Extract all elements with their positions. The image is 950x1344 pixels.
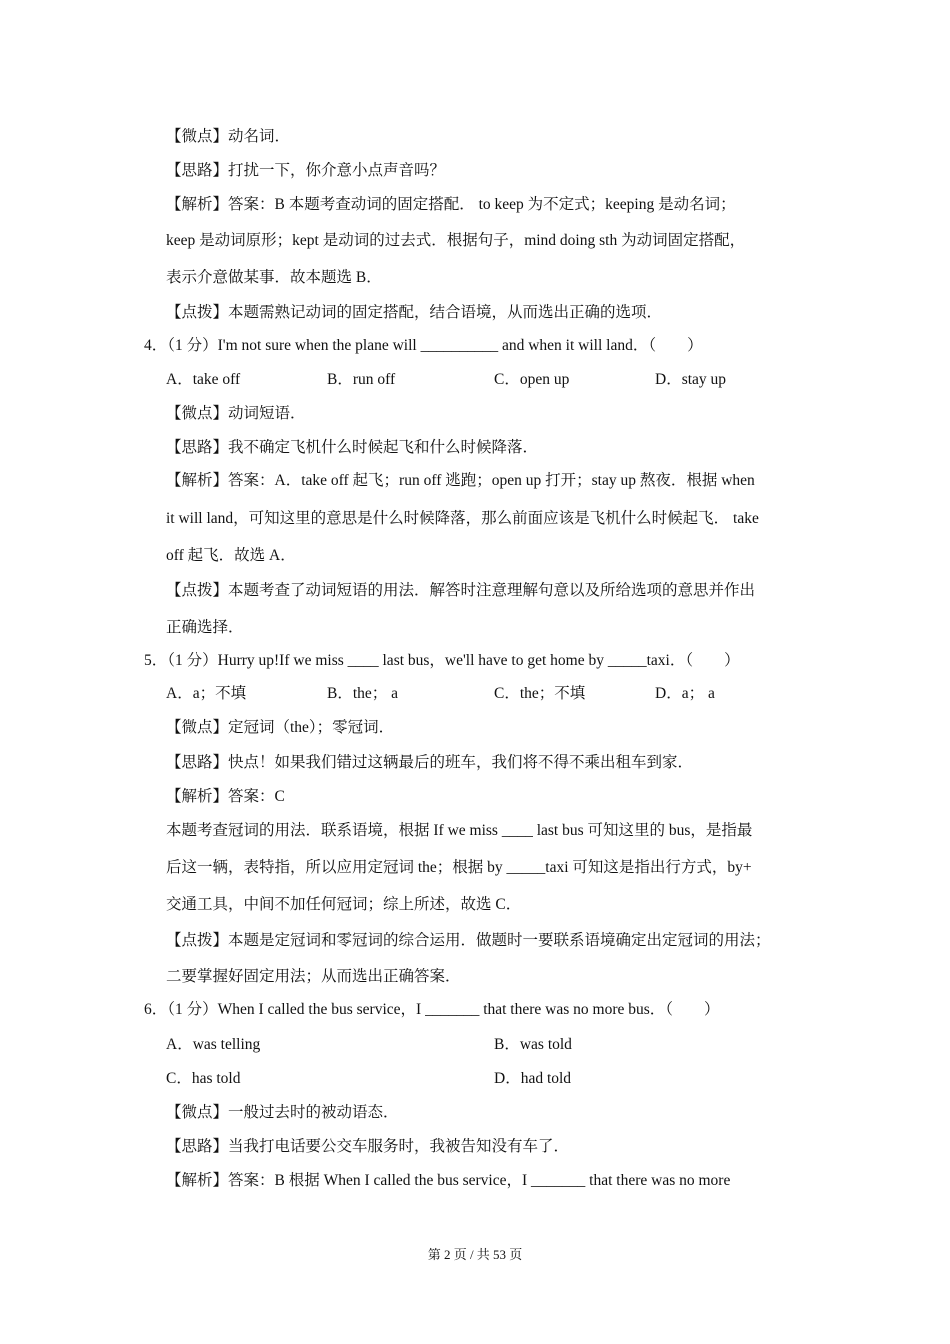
text-line: 【点拨】本题是定冠词和零冠词的综合运用．做题时一要联系语境确定出定冠词的用法； <box>166 932 771 949</box>
text-line: off 起飞．故选 A． <box>166 547 296 564</box>
text-line: 【点拨】本题需熟记动词的固定搭配，结合语境，从而选出正确的选项． <box>166 304 663 321</box>
answer-option: A．was telling <box>166 1036 261 1053</box>
answer-option: D．a； a <box>655 685 715 702</box>
answer-option: B．run off <box>327 371 396 388</box>
page-footer: 第 2 页 / 共 53 页 <box>427 1247 523 1262</box>
text-line: 【微点】定冠词（the）；零冠词． <box>166 719 395 736</box>
text-line: 【思路】当我打电话要公交车服务时，我被告知没有车了． <box>166 1138 570 1155</box>
answer-option: C．the；不填 <box>494 685 586 702</box>
text-line: 【思路】打扰一下，你介意小点声音吗？ <box>166 162 446 179</box>
answer-option: B．was told <box>494 1036 572 1053</box>
text-line: 【思路】我不确定飞机什么时候起飞和什么时候降落． <box>166 439 539 456</box>
answer-option: A．a；不填 <box>166 685 247 702</box>
text-line: 表示介意做某事．故本题选 B． <box>166 269 382 286</box>
text-line: 【解析】答案：C <box>166 788 285 805</box>
question-stem: 6．（1 分）When I called the bus service，I _______ that there was no more bus．（ ） <box>144 1001 720 1018</box>
text-line: 【点拨】本题考查了动词短语的用法．解答时注意理解句意以及所给选项的意思并作出 <box>166 582 756 599</box>
answer-option: D．had told <box>494 1070 572 1087</box>
text-line: 【思路】快点！如果我们错过这辆最后的班车，我们将不得不乘出租车到家． <box>166 754 694 771</box>
answer-option: B．the； a <box>327 685 399 702</box>
question-stem: 5．（1 分）Hurry up!If we miss ____ last bus，we'll have to get home by _____taxi．（ ） <box>144 652 740 669</box>
text-line: it will land，可知这里的意思是什么时候降落，那么前面应该是飞机什么时候起飞． take <box>166 510 759 527</box>
text-line: 【微点】动词短语． <box>166 405 306 422</box>
text-line: 二要掌握好固定用法；从而选出正确答案． <box>166 968 461 985</box>
text-line: 交通工具，中间不加任何冠词；综上所述，故选 C． <box>166 896 522 913</box>
answer-option: C．open up <box>494 371 570 388</box>
text-line: 【解析】答案：B 本题考查动词的固定搭配． to keep 为不定式；keeping 是动名词； <box>166 196 736 213</box>
text-line: 【解析】答案：B 根据 When I called the bus service，I _______ that there was no more <box>166 1172 731 1189</box>
text-line: 【微点】一般过去时的被动语态． <box>166 1104 399 1121</box>
question-stem: 4．（1 分）I'm not sure when the plane will __________ and when it will land．（ ） <box>144 337 703 354</box>
text-line: keep 是动词原形；kept 是动词的过去式．根据句子，mind doing sth 为动词固定搭配， <box>166 232 746 249</box>
text-line: 【解析】答案：A．take off 起飞；run off 逃跑；open up 打开；stay up 熬夜．根据 when <box>166 472 755 489</box>
text-line: 【微点】动名词． <box>166 128 291 145</box>
answer-option: C．has told <box>166 1070 241 1087</box>
answer-option: A．take off <box>166 371 241 388</box>
text-line: 正确选择． <box>166 619 244 636</box>
answer-option: D．stay up <box>655 371 727 388</box>
text-line: 后这一辆，表特指，所以应用定冠词 the；根据 by _____taxi 可知这是指出行方式，by+ <box>166 859 752 876</box>
text-line: 本题考查冠词的用法．联系语境，根据 If we miss ____ last bus 可知这里的 bus，是指最 <box>166 822 753 839</box>
